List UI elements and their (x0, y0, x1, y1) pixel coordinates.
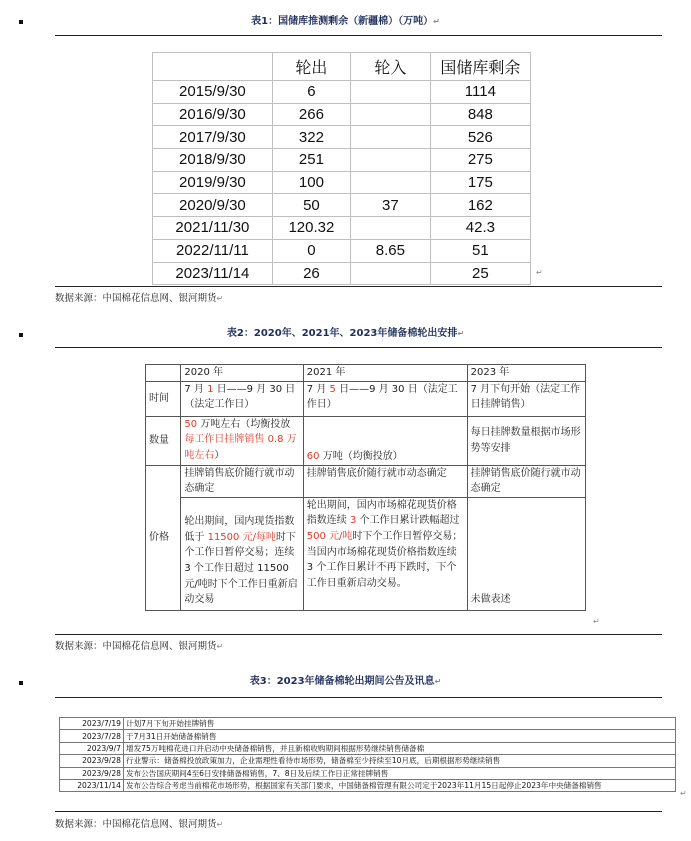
cell-date: 2019/9/30 (153, 171, 273, 194)
cell-date: 2022/11/11 (153, 239, 273, 262)
time-2023: 7 月下旬开始（法定工作日挂牌销售） (467, 381, 585, 416)
row-label-time: 时间 (146, 381, 181, 416)
table3-announcements (59, 717, 676, 792)
cell-in (351, 126, 431, 149)
cell-date: 2017/9/30 (153, 126, 273, 149)
price-2021-rule: 轮出期间，国内市场棉花现货价格指数连续 3 个工作日累计跌幅超过 500 元/吨时下个工作日暂停交易；当国内市场棉花现货价格指数连续 3 个工作日累计不再下跌时，下个工作日重新启动交易。 (303, 497, 467, 610)
table-row (60, 742, 676, 754)
cell-remain: 1114 (430, 81, 530, 104)
table-row (153, 81, 531, 104)
table-row (153, 171, 531, 194)
cell-out: 50 (272, 194, 350, 217)
cell-date: 2023/11/14 (153, 262, 273, 285)
return-mark: ↵ (536, 268, 543, 277)
quantity-2021: 60 万吨（均衡投放） (303, 416, 467, 465)
table1-source: 数据来源：中国棉花信息网、银河期货↵ (55, 293, 224, 304)
cell-in (351, 262, 431, 285)
cell-out: 0 (272, 239, 350, 262)
cell-out: 251 (272, 149, 350, 172)
table1-stock-estimate (152, 52, 531, 285)
cell-text: 增发75万吨棉花进口并启动中央储备棉销售，并且新棉收购期间根据形势继续销售储备棉 (124, 742, 676, 754)
cell-remain: 275 (430, 149, 530, 172)
cell-out: 120.32 (272, 217, 350, 240)
cell-in (351, 217, 431, 240)
cell-date: 2023/7/28 (60, 730, 124, 742)
table-row (153, 239, 531, 262)
cell-in (351, 81, 431, 104)
cell-date: 2020/9/30 (153, 194, 273, 217)
source-rule (55, 811, 662, 812)
source-rule (55, 634, 662, 635)
cell-out: 26 (272, 262, 350, 285)
cell-date: 2016/9/30 (153, 103, 273, 126)
cell-in (351, 171, 431, 194)
cell-remain: 848 (430, 103, 530, 126)
cell-in: 37 (351, 194, 431, 217)
cell-date: 2023/9/7 (60, 742, 124, 754)
price-2021-top: 挂牌销售底价随行就市动态确定 (303, 465, 467, 497)
cell-date: 2023/11/14 (60, 779, 124, 791)
table-row (153, 126, 531, 149)
cell-remain: 526 (430, 126, 530, 149)
table2-release-plan (145, 364, 586, 611)
table1-header-row (153, 53, 531, 81)
cell-out: 266 (272, 103, 350, 126)
caption-rule (55, 35, 662, 36)
cell-date: 2023/9/28 (60, 755, 124, 767)
table-row (60, 767, 676, 779)
table2-header-2021: 2021 年 (303, 365, 467, 382)
time-2021: 7 月 5 日——9 月 30 日（法定工作日） (303, 381, 467, 416)
cell-in (351, 149, 431, 172)
cell-text: 发布公告国庆期间4至6日安排储备棉销售，7、8日及后续工作日正常挂牌销售 (124, 767, 676, 779)
table-row (60, 779, 676, 791)
cell-text: 计划7月下旬开始挂牌销售 (124, 718, 676, 730)
cell-date: 2015/9/30 (153, 81, 273, 104)
cell-remain: 175 (430, 171, 530, 194)
price-2020-top: 挂牌销售底价随行就市动态确定 (181, 465, 303, 497)
price-2023-rule: 未做表述 (467, 497, 585, 610)
cell-text: 行业警示：储备棉投放政策加力，企业需理性看待市场形势，储备棉至少持续至10月底，后期根据形势继续销售 (124, 755, 676, 767)
table3-source: 数据来源：中国棉花信息网、银河期货↵ (55, 819, 224, 830)
table-row (153, 262, 531, 285)
cell-remain: 162 (430, 194, 530, 217)
price-2020-rule: 轮出期间，国内现货指数低于 11500 元/每吨时下个工作日暂停交易；连续 3 个工作日超过 11500 元/吨时下个工作日重新启动交易 (181, 497, 303, 610)
table-row (60, 718, 676, 730)
table-row (153, 217, 531, 240)
cell-out: 100 (272, 171, 350, 194)
return-mark: ↵ (593, 617, 600, 626)
table2-quantity-row (146, 416, 586, 465)
table1-header-date (153, 53, 273, 81)
cell-date: 2021/11/30 (153, 217, 273, 240)
cell-text: 于7月31日开始储备棉销售 (124, 730, 676, 742)
cell-text: 发布公告综合考虑当前棉花市场形势，根据国家有关部门要求，中国储备棉管理有限公司定于2023年11月15日起停止2023年中央储备棉销售 (124, 779, 676, 791)
table2-price-row-bottom (146, 497, 586, 610)
caption-rule (55, 697, 662, 698)
cell-remain: 42.3 (430, 217, 530, 240)
return-mark: ↵ (680, 789, 687, 798)
cell-remain: 51 (430, 239, 530, 262)
table1-header-in: 轮入 (351, 53, 431, 81)
cell-in (351, 103, 431, 126)
row-label-quantity: 数量 (146, 416, 181, 465)
row-label-price: 价格 (146, 465, 181, 610)
paragraph-bullet (19, 333, 23, 337)
table2-source: 数据来源：中国棉花信息网、银河期货↵ (55, 641, 224, 652)
caption-rule (55, 347, 662, 348)
cell-date: 2023/7/19 (60, 718, 124, 730)
price-2023-top: 挂牌销售底价随行就市动态确定 (467, 465, 585, 497)
table2-header-2023: 2023 年 (467, 365, 585, 382)
table3-caption: 表3：2023年储备棉轮出期间公告及讯息↵ (249, 676, 442, 687)
table1-header-out: 轮出 (272, 53, 350, 81)
time-2020: 7 月 1 日——9 月 30 日（法定工作日） (181, 381, 303, 416)
table-row (60, 755, 676, 767)
quantity-2023: 每日挂牌数量根据市场形势等安排 (467, 416, 585, 465)
table2-header-row (146, 365, 586, 382)
cell-date: 2023/9/28 (60, 767, 124, 779)
paragraph-bullet (19, 681, 23, 685)
table-row (153, 103, 531, 126)
table1-caption: 表1：国储库推测剩余（新疆棉）（万吨）↵ (251, 16, 440, 27)
table-row (153, 194, 531, 217)
table2-time-row (146, 381, 586, 416)
quantity-2020: 50 万吨左右（均衡投放每工作日挂牌销售 0.8 万吨左右） (181, 416, 303, 465)
table2-caption: 表2：2020年、2021年、2023年储备棉轮出安排↵ (226, 328, 465, 339)
table1-header-remain: 国储库剩余 (430, 53, 530, 81)
cell-out: 322 (272, 126, 350, 149)
cell-date: 2018/9/30 (153, 149, 273, 172)
table2-header-blank (146, 365, 181, 382)
table-row (60, 730, 676, 742)
source-rule (55, 286, 662, 287)
cell-remain: 25 (430, 262, 530, 285)
paragraph-bullet (19, 20, 23, 24)
table2-header-2020: 2020 年 (181, 365, 303, 382)
table2-price-row-top (146, 465, 586, 497)
cell-out: 6 (272, 81, 350, 104)
table-row (153, 149, 531, 172)
cell-in: 8.65 (351, 239, 431, 262)
